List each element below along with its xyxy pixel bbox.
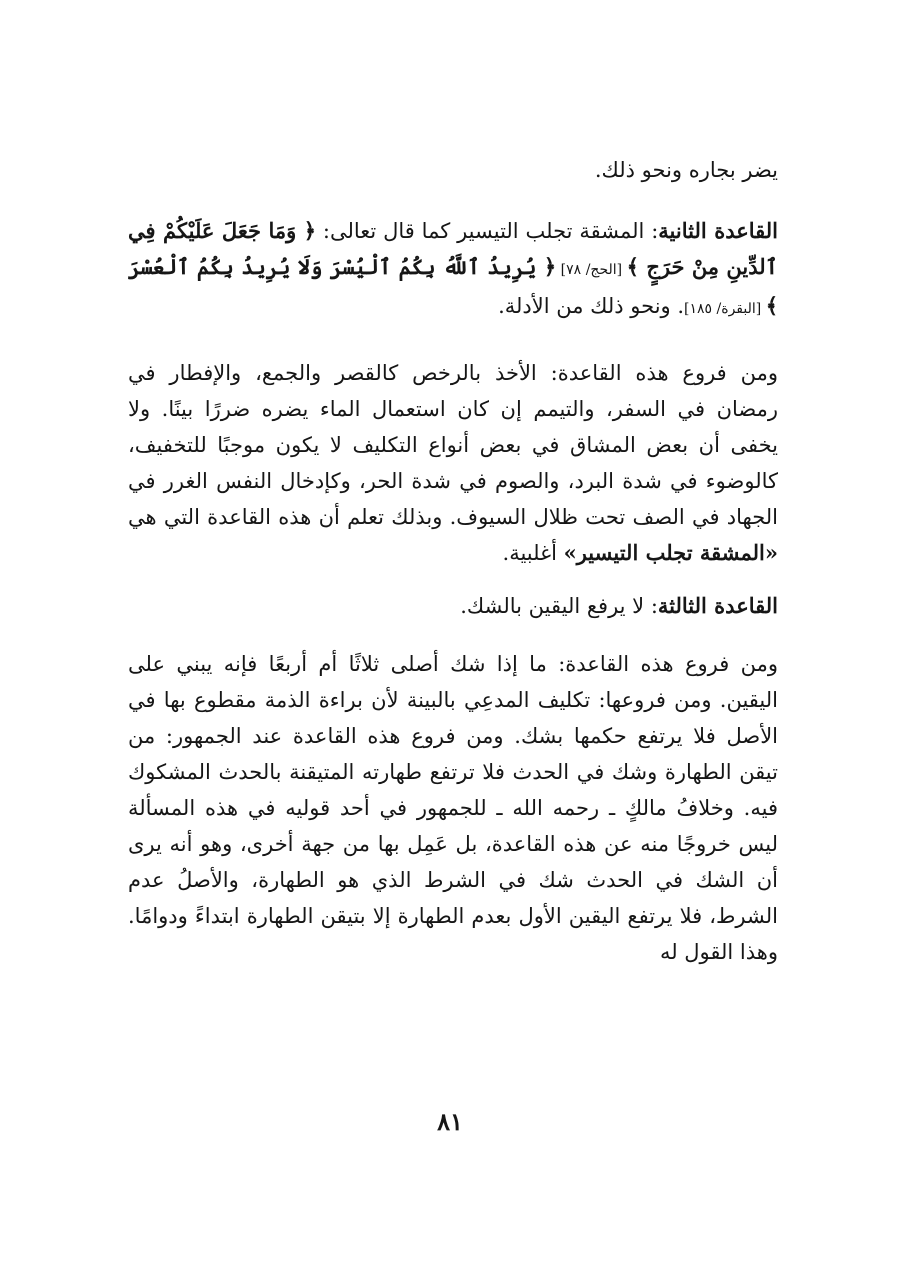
intro-line: يضر بجاره ونحو ذلك. xyxy=(594,158,778,182)
verse-reference-baqarah: [البقرة/ ١٨٥] xyxy=(684,301,766,317)
quran-verse-baqarah: ﴿ يُرِيدُ ٱللَّهُ بِكُمُ ٱلْيُسْرَ وَلَا يُرِيدُ بِكُمُ ٱلْعُسْرَ ﴾ xyxy=(128,254,778,318)
rule-two-branches-paragraph xyxy=(128,355,778,571)
quran-verse-hajj: ﴿ وَمَا جَعَلَ عَلَيْكُمْ فِي ٱلدِّينِ مِنْ حَرَجٍ ﴾ xyxy=(128,218,778,279)
rule-two-text-end: . ونحو ذلك من الأدلة. xyxy=(498,294,685,318)
page-body xyxy=(128,130,778,970)
rule-three-text: : لا يرفع اليقين بالشك. xyxy=(460,594,658,618)
rule-two-paragraph xyxy=(128,213,778,327)
rule-two-heading: القاعدة الثانية xyxy=(658,218,778,243)
rule-two-text: : المشقة تجلب التيسير كما قال تعالى: xyxy=(316,219,659,243)
rule-three-branches-paragraph: ومن فروع هذه القاعدة: ما إذا شك أصلى ثلاثًا أم أربعًا فإنه يبني على اليقين. ومن فروعها: تكليف المدعِي بالبينة لأن براءة الذمة مقطوع بها في الأصل فلا يرتفع حكمها بشك. ومن فروع هذه القاعدة عند الجمهور: من تيقن الطهارة وشك في الحدث فلا ترتفع طهارته المتيقنة بالحدث المشكوك فيه. وخلافُ مالكٍ ـ رحمه الله ـ للجمهور في أحد قوليه في هذه المسألة ليس خروجًا منه عن هذه القاعدة، بل عَمِل بها من جهة أخرى، وهو أنه يرى أن الشك في الحدث شك في الشرط الذي هو الطهارة، والأصلُ عدم الشرط، فلا يرتفع اليقين الأول بعدم الطهارة إلا بتيقن الطهارة ابتداءً ودوامًا. وهذا القول له xyxy=(128,652,778,964)
rule-two-branches-text: ومن فروع هذه القاعدة: الأخذ بالرخص كالقصر والجمع، والإفطار في رمضان في السفر، والتيمم إن كان استعمال الماء يضره ضررًا بينًا. ولا يخفى أن بعض المشاق في بعض أنواع التكليف لا يكون موجبًا للتخفيف، كالوضوء في شدة البرد، والصوم في شدة الحر، وكإدخال النفس الغرر في الجهاد في الصف تحت ظلال السيوف. وبذلك تعلم أن هذه القاعدة التي هي xyxy=(128,361,778,529)
rule-two-branches-end: أغلبية. xyxy=(502,541,564,565)
page-number: ٨١ xyxy=(437,1107,463,1136)
rule-three-heading: القاعدة الثالثة xyxy=(657,593,778,618)
verse-reference-hajj: [الحج/ ٧٨] xyxy=(556,262,627,278)
rule-three-paragraph xyxy=(128,588,778,624)
rule-two-bold-phrase: «المشقة تجلب التيسير» xyxy=(563,540,778,565)
